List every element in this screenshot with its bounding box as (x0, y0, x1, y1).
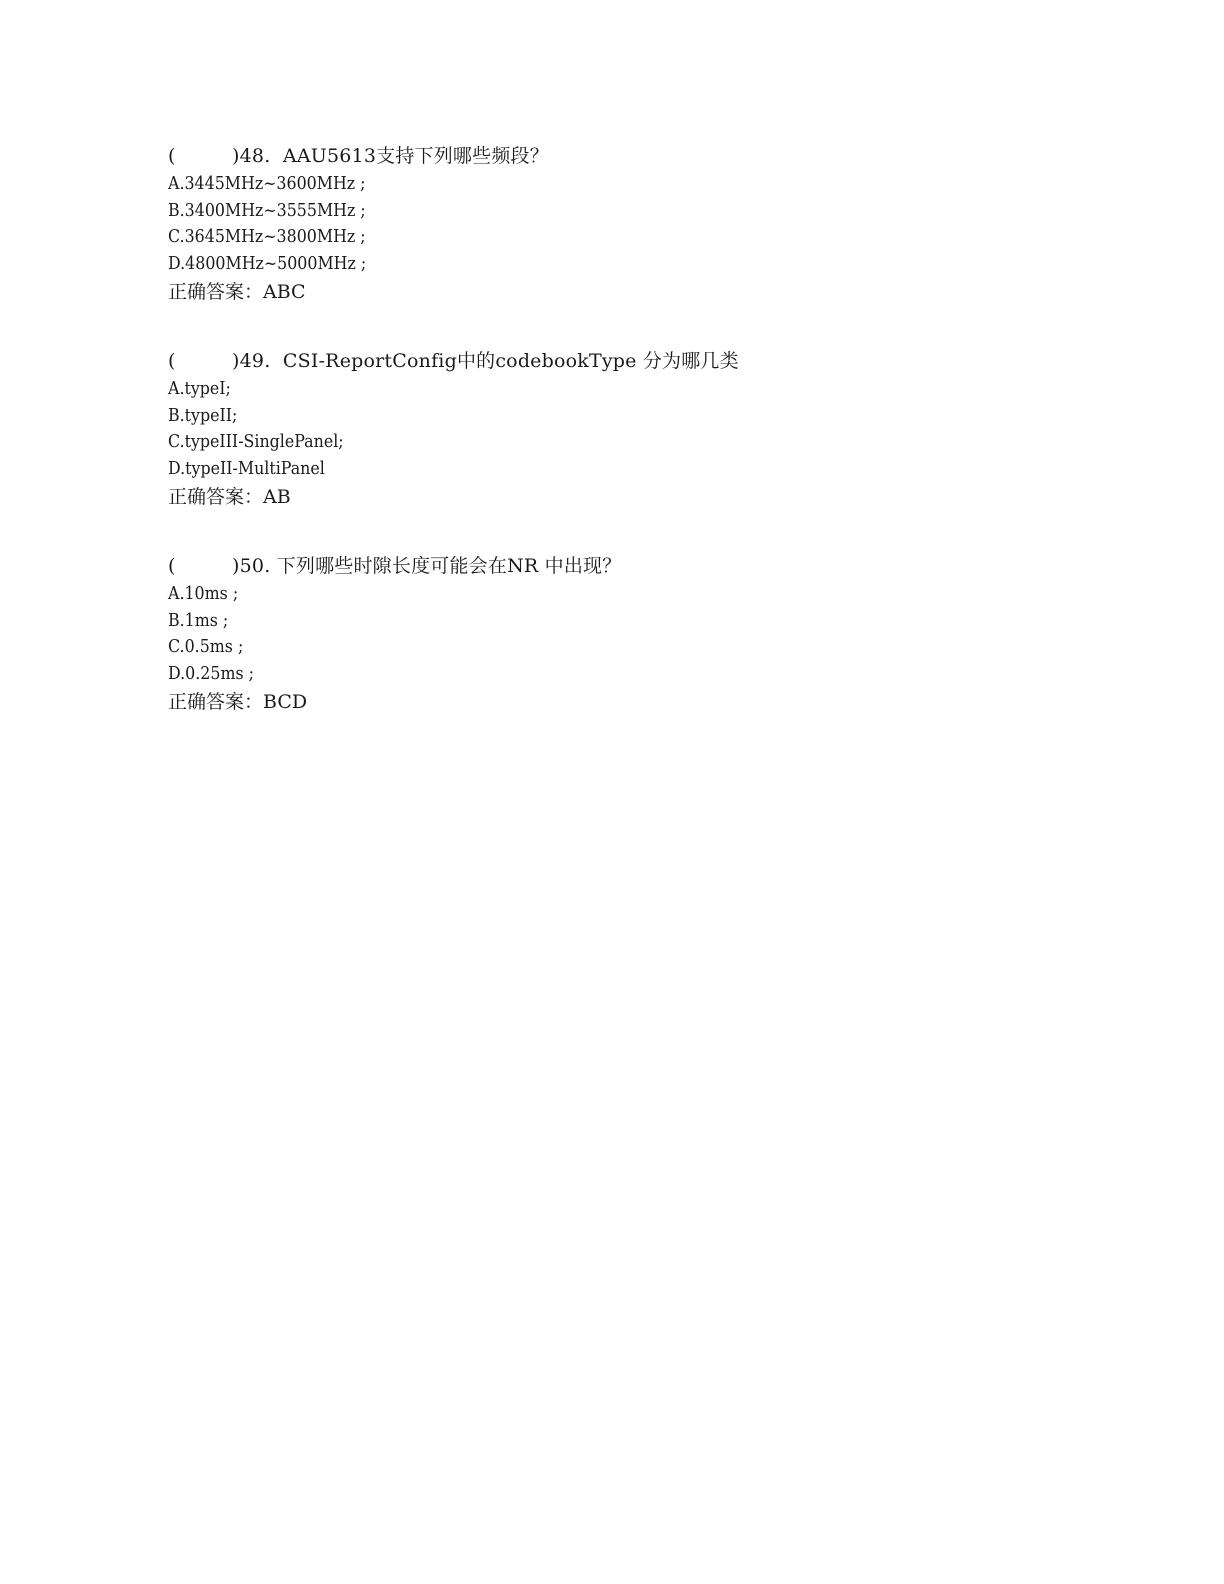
option-b: B.3400MHz~3555MHz ; (168, 199, 366, 221)
question-stem (168, 551, 988, 581)
option-a: A.10ms ; (168, 583, 239, 604)
answer-blank: ( (168, 350, 176, 372)
option-a: A.3445MHz~3600MHz ; (168, 173, 366, 194)
option-d: D.0.25ms ; (168, 662, 254, 684)
correct-answer: 正确答案：AB (168, 486, 291, 508)
option-c: C.typeIII-SinglePanel; (168, 431, 344, 452)
question-stem (168, 141, 988, 171)
question-49 (168, 346, 988, 512)
option-c: C.3645MHz~3800MHz ; (168, 226, 366, 247)
question-50 (168, 551, 988, 717)
question-stem (168, 346, 988, 376)
answer-blank: ( (168, 555, 176, 577)
question-text: )50. 下列哪些时隙长度可能会在NR 中出现？ (232, 555, 622, 577)
option-d: D.typeII-MultiPanel (168, 457, 325, 479)
option-d: D.4800MHz~5000MHz ; (168, 252, 367, 274)
option-b: B.typeII; (168, 404, 238, 426)
option-c: C.0.5ms ; (168, 636, 244, 657)
option-a: A.typeI; (168, 378, 231, 399)
correct-answer: 正确答案：BCD (168, 691, 308, 713)
question-48 (168, 141, 988, 307)
question-text: )49. CSI-ReportConfig中的codebookType 分为哪几类 (232, 350, 739, 372)
answer-blank: ( (168, 145, 176, 167)
question-text: )48. AAU5613支持下列哪些频段？ (232, 145, 549, 167)
correct-answer: 正确答案：ABC (168, 281, 306, 303)
option-b: B.1ms ; (168, 609, 229, 631)
